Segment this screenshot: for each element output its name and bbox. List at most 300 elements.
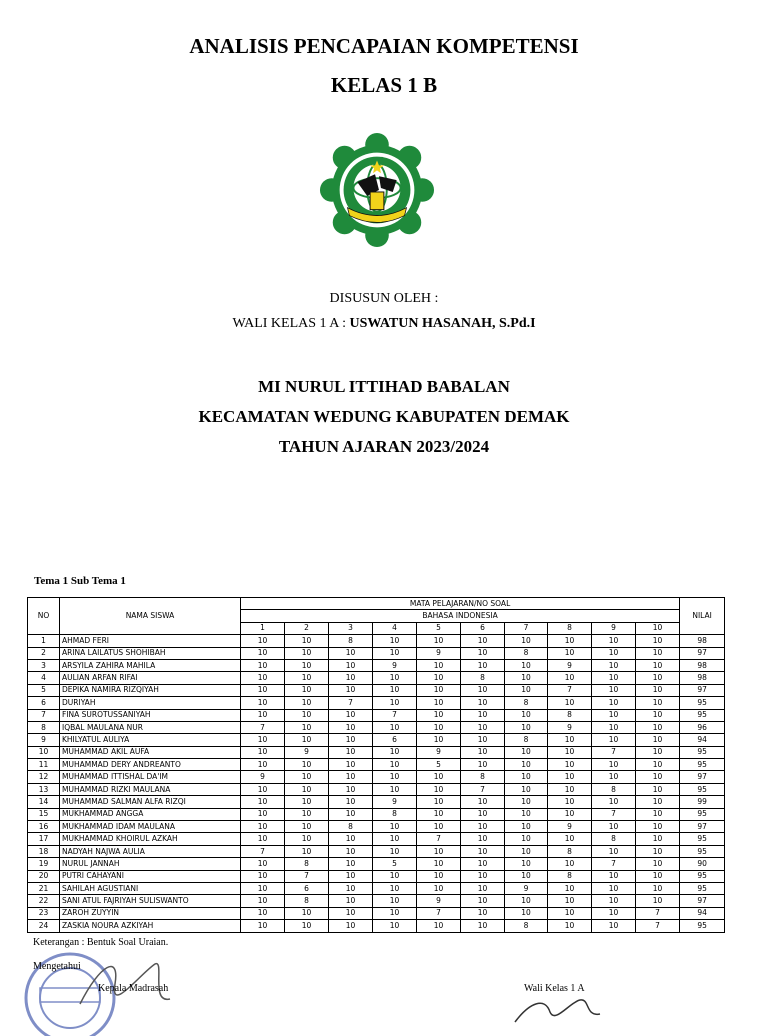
student-name: SANI ATUL FAJRIYAH SULISWANTO	[60, 895, 241, 907]
question-score: 10	[505, 821, 548, 833]
question-score: 10	[329, 808, 373, 820]
question-score: 10	[417, 697, 461, 709]
table-row	[28, 796, 725, 808]
table-row	[28, 882, 725, 894]
question-score: 9	[417, 895, 461, 907]
question-score: 10	[636, 882, 680, 894]
question-score: 10	[373, 907, 417, 919]
question-score: 10	[636, 833, 680, 845]
question-score: 8	[592, 783, 636, 795]
question-score: 10	[592, 920, 636, 932]
table-row	[28, 845, 725, 857]
question-score: 10	[505, 635, 548, 647]
question-score: 10	[417, 858, 461, 870]
student-total-score: 96	[680, 721, 725, 733]
question-score: 10	[373, 746, 417, 758]
student-name: MUKHAMMAD IDAM MAULANA	[60, 821, 241, 833]
question-score: 10	[548, 833, 592, 845]
table-row	[28, 771, 725, 783]
question-score: 10	[592, 870, 636, 882]
question-score: 10	[329, 858, 373, 870]
question-score: 10	[373, 697, 417, 709]
question-score: 10	[636, 647, 680, 659]
question-score: 10	[548, 647, 592, 659]
question-score: 10	[548, 672, 592, 684]
question-score: 10	[592, 684, 636, 696]
question-score: 10	[285, 808, 329, 820]
student-name: MUHAMMAD AKIL AUFA	[60, 746, 241, 758]
question-score: 10	[505, 907, 548, 919]
table-row	[28, 697, 725, 709]
question-score: 7	[461, 783, 505, 795]
question-score: 10	[417, 734, 461, 746]
row-number: 18	[28, 845, 60, 857]
homeroom-teacher-label: Wali Kelas 1 A	[524, 983, 585, 994]
question-score: 10	[373, 870, 417, 882]
question-score: 8	[548, 845, 592, 857]
row-number: 19	[28, 858, 60, 870]
question-score: 10	[417, 684, 461, 696]
row-number: 8	[28, 721, 60, 733]
table-row	[28, 759, 725, 771]
student-total-score: 95	[680, 783, 725, 795]
question-score: 10	[373, 684, 417, 696]
question-score: 10	[548, 907, 592, 919]
question-score: 10	[241, 796, 285, 808]
question-score: 10	[241, 870, 285, 882]
question-score: 10	[592, 907, 636, 919]
question-score: 10	[548, 734, 592, 746]
student-name: PUTRI CAHAYANI	[60, 870, 241, 882]
question-score: 10	[329, 734, 373, 746]
question-score: 10	[461, 907, 505, 919]
question-score: 10	[461, 821, 505, 833]
question-score: 10	[329, 759, 373, 771]
acknowledged-label: Mengetahui	[33, 961, 81, 972]
question-score: 10	[548, 771, 592, 783]
question-score: 10	[548, 746, 592, 758]
row-number: 24	[28, 920, 60, 932]
question-score: 10	[505, 771, 548, 783]
question-score: 7	[241, 721, 285, 733]
question-score: 10	[373, 920, 417, 932]
question-score: 9	[505, 882, 548, 894]
principal-label: Kepala Madrasah	[98, 983, 169, 994]
question-score: 7	[417, 907, 461, 919]
question-score: 7	[592, 808, 636, 820]
question-score: 10	[329, 796, 373, 808]
student-name: IQBAL MAULANA NUR	[60, 721, 241, 733]
student-name: DURIYAH	[60, 697, 241, 709]
note-text: Keterangan : Bentuk Soal Uraian.	[33, 937, 169, 948]
question-score: 10	[636, 684, 680, 696]
question-score: 10	[592, 734, 636, 746]
question-score: 10	[285, 672, 329, 684]
question-score: 10	[461, 659, 505, 671]
question-score: 8	[285, 858, 329, 870]
question-score: 9	[241, 771, 285, 783]
question-score: 10	[592, 697, 636, 709]
question-score: 8	[329, 821, 373, 833]
row-number: 5	[28, 684, 60, 696]
question-score: 10	[417, 659, 461, 671]
question-score: 10	[373, 833, 417, 845]
question-score: 10	[636, 672, 680, 684]
student-name: MUHAMMAD ITTISHAL DA'IM	[60, 771, 241, 783]
question-score: 10	[373, 895, 417, 907]
question-number: 2	[285, 622, 329, 634]
question-score: 9	[417, 746, 461, 758]
row-number: 2	[28, 647, 60, 659]
question-score: 10	[461, 684, 505, 696]
student-name: SAHILAH AGUSTIANI	[60, 882, 241, 894]
question-score: 10	[592, 771, 636, 783]
question-score: 6	[285, 882, 329, 894]
question-score: 10	[548, 783, 592, 795]
question-score: 8	[505, 697, 548, 709]
question-score: 8	[373, 808, 417, 820]
question-score: 10	[241, 647, 285, 659]
question-score: 10	[636, 721, 680, 733]
question-score: 10	[285, 783, 329, 795]
student-total-score: 97	[680, 684, 725, 696]
header-subject-group: MATA PELAJARAN/NO SOAL	[241, 598, 680, 610]
teacher-label: WALI KELAS 1 A :	[232, 316, 350, 331]
question-score: 7	[636, 907, 680, 919]
student-name: ARINA LAILATUS SHOHIBAH	[60, 647, 241, 659]
row-number: 13	[28, 783, 60, 795]
question-score: 10	[592, 882, 636, 894]
student-name: ARSYILA ZAHIRA MAHILA	[60, 659, 241, 671]
question-score: 10	[592, 659, 636, 671]
student-total-score: 95	[680, 697, 725, 709]
student-name: MUHAMMAD DERY ANDREANTO	[60, 759, 241, 771]
question-score: 10	[329, 845, 373, 857]
score-table-body	[28, 635, 725, 932]
question-score: 10	[241, 882, 285, 894]
header-name: NAMA SISWA	[60, 598, 241, 635]
question-score: 10	[636, 808, 680, 820]
student-total-score: 98	[680, 659, 725, 671]
question-score: 10	[329, 895, 373, 907]
student-name: AHMAD FERI	[60, 635, 241, 647]
question-score: 10	[548, 759, 592, 771]
question-score: 10	[329, 920, 373, 932]
question-score: 10	[417, 721, 461, 733]
question-score: 10	[548, 808, 592, 820]
question-score: 10	[417, 882, 461, 894]
table-row	[28, 895, 725, 907]
question-score: 7	[329, 697, 373, 709]
question-score: 10	[417, 672, 461, 684]
question-score: 10	[592, 895, 636, 907]
question-score: 10	[505, 895, 548, 907]
student-name: ZAROH ZUYYIN	[60, 907, 241, 919]
table-row	[28, 734, 725, 746]
table-row	[28, 920, 725, 932]
table-row	[28, 907, 725, 919]
question-score: 10	[461, 709, 505, 721]
question-score: 10	[285, 821, 329, 833]
question-score: 10	[592, 845, 636, 857]
student-total-score: 94	[680, 734, 725, 746]
question-score: 10	[505, 659, 548, 671]
row-number: 4	[28, 672, 60, 684]
student-total-score: 95	[680, 920, 725, 932]
question-score: 10	[285, 920, 329, 932]
question-score: 10	[285, 647, 329, 659]
question-score: 10	[636, 796, 680, 808]
question-score: 10	[241, 783, 285, 795]
question-score: 10	[592, 721, 636, 733]
question-score: 10	[592, 821, 636, 833]
row-number: 21	[28, 882, 60, 894]
question-score: 9	[548, 821, 592, 833]
question-score: 10	[373, 882, 417, 894]
table-row	[28, 858, 725, 870]
question-score: 10	[505, 870, 548, 882]
question-score: 10	[461, 882, 505, 894]
question-score: 10	[373, 759, 417, 771]
student-name: MUKHAMMAD ANGGA	[60, 808, 241, 820]
student-name: MUKHAMMAD KHOIRUL AZKAH	[60, 833, 241, 845]
question-score: 10	[417, 796, 461, 808]
question-score: 9	[417, 647, 461, 659]
question-score: 7	[636, 920, 680, 932]
question-score: 10	[417, 845, 461, 857]
student-total-score: 95	[680, 759, 725, 771]
score-table	[27, 597, 725, 933]
question-score: 10	[548, 920, 592, 932]
row-number: 15	[28, 808, 60, 820]
row-number: 22	[28, 895, 60, 907]
question-score: 10	[417, 783, 461, 795]
question-score: 8	[505, 920, 548, 932]
table-row	[28, 783, 725, 795]
question-score: 10	[329, 672, 373, 684]
question-score: 7	[592, 858, 636, 870]
question-score: 10	[548, 895, 592, 907]
row-number: 11	[28, 759, 60, 771]
question-score: 9	[548, 659, 592, 671]
question-score: 10	[636, 734, 680, 746]
question-score: 10	[461, 697, 505, 709]
question-score: 10	[417, 771, 461, 783]
question-score: 8	[505, 647, 548, 659]
question-score: 10	[285, 721, 329, 733]
student-name: ZASKIA NOURA AZKIYAH	[60, 920, 241, 932]
question-score: 10	[417, 920, 461, 932]
question-score: 10	[505, 684, 548, 696]
question-score: 10	[461, 808, 505, 820]
question-score: 5	[417, 759, 461, 771]
question-number: 9	[592, 622, 636, 634]
table-row	[28, 833, 725, 845]
question-score: 7	[548, 684, 592, 696]
question-score: 10	[461, 895, 505, 907]
table-row	[28, 647, 725, 659]
question-score: 10	[461, 796, 505, 808]
question-score: 10	[636, 697, 680, 709]
question-score: 10	[505, 808, 548, 820]
question-score: 10	[329, 771, 373, 783]
question-score: 10	[548, 796, 592, 808]
question-score: 10	[548, 635, 592, 647]
question-score: 10	[636, 870, 680, 882]
question-score: 10	[241, 920, 285, 932]
question-score: 10	[329, 721, 373, 733]
question-score: 10	[241, 858, 285, 870]
table-row	[28, 870, 725, 882]
student-name: KHILYATUL AULIYA	[60, 734, 241, 746]
question-score: 10	[505, 845, 548, 857]
question-score: 10	[505, 672, 548, 684]
question-score: 10	[373, 821, 417, 833]
question-score: 10	[548, 858, 592, 870]
question-score: 10	[241, 833, 285, 845]
student-total-score: 95	[680, 808, 725, 820]
question-score: 7	[241, 845, 285, 857]
question-number: 5	[417, 622, 461, 634]
question-score: 10	[329, 870, 373, 882]
question-number: 8	[548, 622, 592, 634]
table-row	[28, 684, 725, 696]
question-score: 10	[241, 659, 285, 671]
header-no: NO	[28, 598, 60, 635]
question-score: 10	[461, 845, 505, 857]
row-number: 12	[28, 771, 60, 783]
question-score: 10	[461, 746, 505, 758]
question-score: 10	[329, 709, 373, 721]
header-score: NILAI	[680, 598, 725, 635]
student-total-score: 95	[680, 870, 725, 882]
question-score: 10	[285, 635, 329, 647]
question-number: 3	[329, 622, 373, 634]
question-score: 9	[373, 796, 417, 808]
question-score: 10	[592, 647, 636, 659]
question-score: 7	[285, 870, 329, 882]
question-score: 10	[636, 635, 680, 647]
section-title: Tema 1 Sub Tema 1	[34, 575, 126, 587]
question-score: 10	[505, 858, 548, 870]
question-score: 10	[505, 783, 548, 795]
question-score: 10	[417, 635, 461, 647]
question-score: 8	[505, 734, 548, 746]
question-score: 10	[285, 833, 329, 845]
question-score: 10	[241, 672, 285, 684]
question-score: 10	[241, 697, 285, 709]
question-score: 10	[461, 635, 505, 647]
teacher-name: USWATUN HASANAH, S.Pd.I	[349, 316, 536, 331]
table-row	[28, 672, 725, 684]
question-score: 10	[592, 759, 636, 771]
student-total-score: 97	[680, 647, 725, 659]
question-score: 10	[636, 659, 680, 671]
question-score: 10	[505, 709, 548, 721]
question-score: 10	[241, 759, 285, 771]
question-score: 10	[592, 672, 636, 684]
student-total-score: 99	[680, 796, 725, 808]
question-score: 10	[592, 796, 636, 808]
question-score: 10	[329, 647, 373, 659]
question-score: 10	[329, 783, 373, 795]
question-score: 5	[373, 858, 417, 870]
question-score: 10	[373, 672, 417, 684]
question-score: 10	[285, 759, 329, 771]
question-score: 10	[241, 635, 285, 647]
question-score: 10	[636, 821, 680, 833]
score-table-container	[27, 597, 724, 933]
row-number: 9	[28, 734, 60, 746]
question-score: 8	[285, 895, 329, 907]
question-score: 10	[373, 771, 417, 783]
question-score: 10	[636, 858, 680, 870]
question-score: 10	[548, 882, 592, 894]
question-score: 10	[592, 709, 636, 721]
question-score: 10	[505, 833, 548, 845]
question-score: 10	[548, 697, 592, 709]
question-score: 10	[285, 771, 329, 783]
row-number: 10	[28, 746, 60, 758]
question-score: 8	[461, 771, 505, 783]
table-row	[28, 709, 725, 721]
table-row	[28, 746, 725, 758]
student-name: NADYAH NAJWA AULIA	[60, 845, 241, 857]
row-number: 14	[28, 796, 60, 808]
question-score: 10	[329, 684, 373, 696]
question-score: 10	[636, 709, 680, 721]
row-number: 16	[28, 821, 60, 833]
row-number: 17	[28, 833, 60, 845]
question-score: 10	[417, 821, 461, 833]
question-score: 10	[592, 635, 636, 647]
student-total-score: 97	[680, 895, 725, 907]
question-score: 8	[329, 635, 373, 647]
question-score: 8	[592, 833, 636, 845]
student-total-score: 95	[680, 845, 725, 857]
student-total-score: 95	[680, 833, 725, 845]
question-score: 8	[461, 672, 505, 684]
question-score: 10	[285, 907, 329, 919]
question-score: 9	[285, 746, 329, 758]
question-score: 8	[548, 709, 592, 721]
table-row	[28, 721, 725, 733]
student-total-score: 97	[680, 771, 725, 783]
student-total-score: 97	[680, 821, 725, 833]
question-score: 10	[461, 734, 505, 746]
question-score: 10	[285, 845, 329, 857]
teacher-signature-icon	[505, 992, 615, 1027]
question-score: 10	[636, 783, 680, 795]
question-score: 10	[241, 821, 285, 833]
student-name: AULIAN ARFAN RIFAI	[60, 672, 241, 684]
question-score: 10	[329, 833, 373, 845]
student-total-score: 95	[680, 882, 725, 894]
student-total-score: 94	[680, 907, 725, 919]
question-score: 10	[417, 709, 461, 721]
question-score: 10	[241, 907, 285, 919]
question-score: 6	[373, 734, 417, 746]
row-number: 23	[28, 907, 60, 919]
question-score: 10	[329, 746, 373, 758]
question-score: 10	[241, 734, 285, 746]
school-emblem-icon	[318, 131, 436, 249]
question-number: 10	[636, 622, 680, 634]
question-score: 10	[636, 746, 680, 758]
student-name: FINA SUROTUSSANIYAH	[60, 709, 241, 721]
question-score: 10	[373, 647, 417, 659]
row-number: 3	[28, 659, 60, 671]
